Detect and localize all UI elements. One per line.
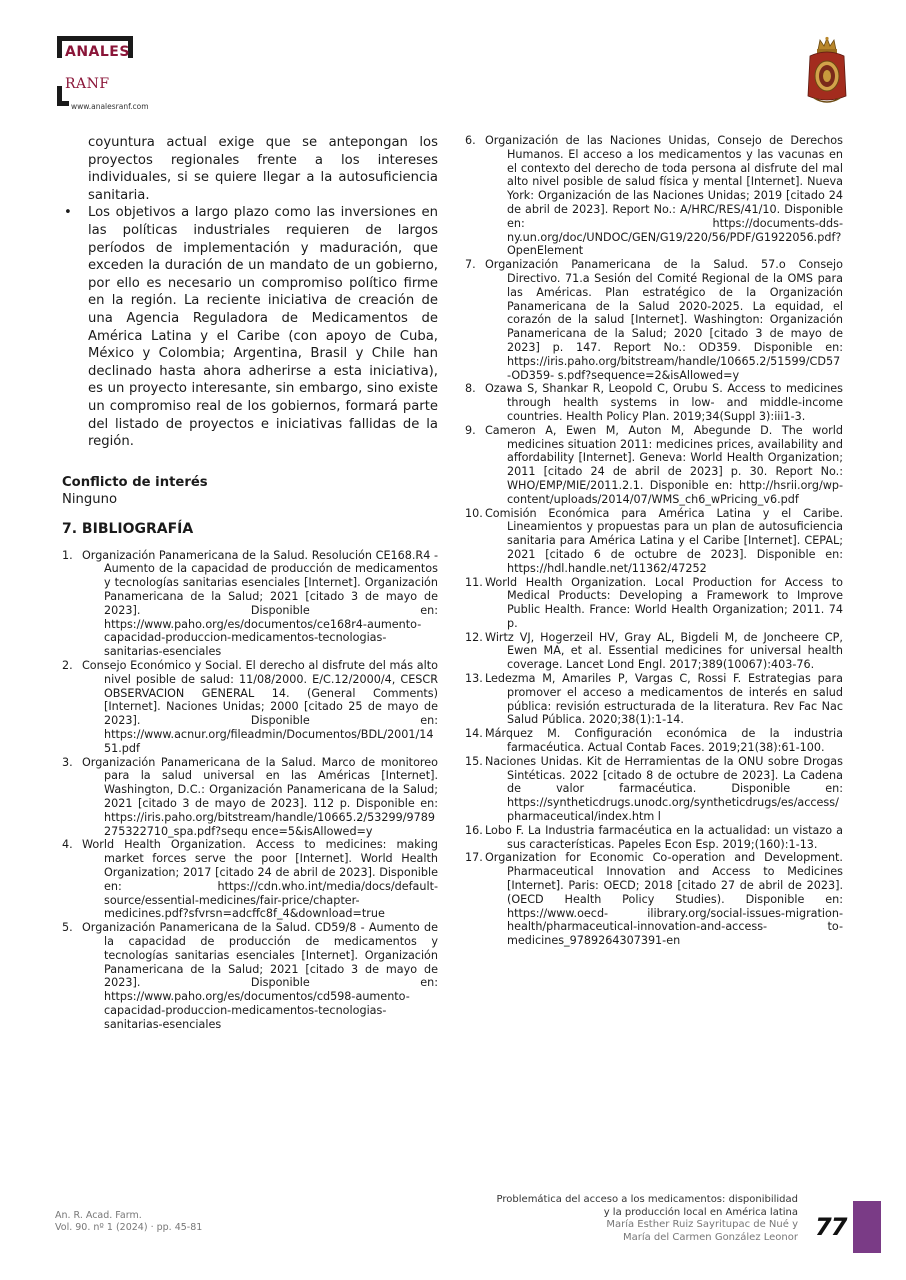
reference-item: 3. Organización Panamericana de la Salud. Marco de monitoreo para la salud universal en las Américas [Internet]. Washington, D.C.: Organización Panamericana de la Salud; 2021 [citado 3 de mayo de 2023]. 112 p. Disponible en: https://iris.paho.org/bitstream/handle/10665.2/53299/9789275322710_spa.pdf?sequ ence=5&isAllowed=y: [62, 755, 438, 838]
journal-logo: [57, 36, 177, 118]
reference-item: 8. Ozawa S, Shankar R, Leopold C, Orubu S. Access to medicines through health systems in low- and middle-income countries. Health Policy Plan. 2019;34(Suppl 3):iii1-3.: [465, 382, 843, 423]
bibliography-heading: 7. BIBLIOGRAFÍA: [62, 520, 194, 537]
page-number: 77: [815, 1213, 847, 1241]
reference-item: 4. World Health Organization. Access to medicines: making market forces serve the poor [Internet]. World Health Organization; 2017 [citado 24 de abril de 2023]. Disponible en: https://cdn.who.int/media/docs/default-source/essential-medicines/fair-price/chapter-medicines.pdf?sfvrsn=adcffc8f_4&download=true: [62, 838, 438, 921]
reference-item: 2. Consejo Económico y Social. El derecho al disfrute del más alto nivel posible de salud: 11/08/2000. E/C.12/2000/4, CESCR OBSERVACION GENERAL 14. (General Comments) [Internet]. Naciones Unidas; 2000 [citado 25 de mayo de 2023]. Disponible en: https://www.acnur.org/fileadmin/Documentos/BDL/2001/1451.pdf: [62, 659, 438, 755]
reference-item: 5. Organización Panamericana de la Salud. CD59/8 - Aumento de la capacidad de producción de medicamentos y tecnologías sanitarias esenciales [Internet]. Organización Panamericana de la Salud; 2021 [citado 3 de mayo de 2023]. Disponible en: https://www.paho.org/es/documentos/cd598-aumento-capacidad-produccion-medicamentos-tecnologias-sanitarias-esenciales: [62, 921, 438, 1031]
reference-item: 6. Organización de las Naciones Unidas, Consejo de Derechos Humanos. El acceso a los medicamentos y las vacunas en el contexto del derecho de toda persona al disfrute del mal alto nivel posible de salud física y mental [Internet]. Nueva York: Organización de las Naciones Unidas; 2019 [citado 24 de abril de 2023]. Report No.: A/HRC/RES/41/10. Disponible en: https://documents-dds-ny.un.org/doc/UNDOC/GEN/G19/220/56/PDF/G1922056.pdf?OpenElement: [465, 134, 843, 258]
bullet-dot: •: [64, 205, 72, 221]
logo-ranf-text: RANF: [65, 76, 110, 92]
conflict-text: Ninguno: [62, 491, 118, 507]
reference-item: 7. Organización Panamericana de la Salud. 57.o Consejo Directivo. 71.a Sesión del Comité Regional de la OMS para las Américas. Plan estratégico de la Organización Panamericana de la Salud 2020-2025. La equidad, el corazón de la salud [Internet]. Washington: Organización Panamericana de la Salud; 2020 [citado 3 de mayo de 2023] p. 147. Report No.: OD359. Disponible en: https://iris.paho.org/bitstream/handle/10665.2/51599/CD57-OD359- s.pdf?sequence=2&isAllowed=y: [465, 258, 843, 382]
journal-volume: Vol. 90. nº 1 (2024) · pp. 45-81: [55, 1222, 203, 1233]
running-title-line2: y la producción local en América latina: [603, 1206, 798, 1218]
reference-item: 15. Naciones Unidas. Kit de Herramientas de la ONU sobre Drogas Sintéticas. 2022 [citado 8 de octubre de 2023]. La Cadena de valor farmacéutica. Disponible en: https://syntheticdrugs.unodc.org/syntheticdrugs/es/access/pharmaceutical/index.htm l: [465, 754, 843, 824]
reference-item: 13. Ledezma M, Amariles P, Vargas C, Rossi F. Estrategias para promover el acceso a medicamentos de interés en salud pública: revisión estructurada de la literatura. Rev Fac Nac Salud Pública. 2020;38(1):1-14.: [465, 672, 843, 727]
running-title: [458, 1194, 798, 1244]
academy-crest-icon: [804, 36, 850, 106]
reference-item: 12. Wirtz VJ, Hogerzeil HV, Gray AL, Bigdeli M, de Joncheere CP, Ewen MA, et al. Essential medicines for universal health coverage. Lancet Lond Engl. 2017;389(10067):403-76.: [465, 630, 843, 672]
bullet-item: [62, 204, 438, 450]
bullet-text: Los objetivos a largo plazo como las inversiones en las políticas industriales requieren de largos períodos de implementación y maduración, que exceden la duración de un mandato de un gobierno, por ello es necesario un compromiso político firme en la región. La reciente iniciativa de creación de una Agencia Reguladora de Medicamentos de América Latina y el Caribe (con apoyo de Cuba, México y Colombia; Argentina, Brasil y Chile han declinado hasta ahora adherirse a esta iniciativa), es un proyecto interesante, sin embargo, sino existe un compromiso real de los gobiernos, formará parte del listado de proyectos e iniciativas fallidas de la región.: [88, 205, 438, 450]
authors-line2: María del Carmen González Leonor: [622, 1231, 798, 1243]
conflict-heading: Conflicto de interés: [62, 474, 208, 490]
journal-citation: [55, 1210, 202, 1234]
logo-anales-text: ANALES: [65, 44, 130, 60]
page-tab: [853, 1201, 881, 1253]
reference-item: 9. Cameron A, Ewen M, Auton M, Abegunde D. The world medicines situation 2011: medicines prices, availability and affordability [Internet]. Geneva: World Health Organization; 2011 [citado 24 de abril de 2023] p. 30. Report No.: WHO/EMP/MIE/2011.2.1. Disponible en: http://hsrii.org/wp-content/uploads/2014/07/WMS_ch6_wPricing_v6.pdf: [465, 423, 843, 506]
logo-bracket-bottom: [57, 86, 69, 106]
reference-item: 17. Organization for Economic Co-operation and Development. Pharmaceutical Innovation and Access to Medicines [Internet]. Paris: OECD; 2018 [citado 27 de abril de 2023]. (OECD Health Policy Studies). Disponible en: https://www.oecd- ilibrary.org/social-issues-migration-health/pharmaceutical-innovation-and-access- to-medicines_9789264307391-en: [465, 851, 843, 948]
logo-url: www.analesranf.com: [71, 102, 149, 111]
running-title-line1: Problemática del acceso a los medicamentos: disponibilidad: [496, 1194, 798, 1205]
reference-item: 11. World Health Organization. Local Production for Access to Medical Products: Developing a Framework to Improve Public Health. France: World Health Organization; 2011. 74 p.: [465, 575, 843, 630]
left-column: [62, 134, 438, 1032]
reference-list-left: [62, 549, 438, 1032]
reference-item: 16. Lobo F. La Industria farmacéutica en la actualidad: un vistazo a sus características. Papeles Econ Esp. 2019;(160):1-13.: [465, 823, 843, 851]
bullet-list: [62, 134, 438, 451]
bullet-item-continuation: [62, 134, 438, 204]
authors-line1: María Esther Ruiz Sayritupac de Nué y: [606, 1219, 798, 1230]
right-column: [465, 134, 843, 948]
journal-name: An. R. Acad. Farm.: [55, 1210, 142, 1221]
reference-list-right: [465, 134, 843, 948]
reference-item: 1. Organización Panamericana de la Salud. Resolución CE168.R4 - Aumento de la capacidad de producción de medicamentos y tecnologías sanitarias esenciales [Internet]. Organización Panamericana de la Salud; 2021 [citado 3 de mayo de 2023]. Disponible en: https://www.paho.org/es/documentos/ce168r4-aumento-capacidad-produccion-medicamentos-tecnologias-sanitarias-esenciales: [62, 548, 438, 659]
reference-item: 14. Márquez M. Configuración económica de la industria farmacéutica. Actual Contab Faces. 2019;21(38):61-100.: [465, 727, 843, 755]
reference-item: 10. Comisión Económica para América Latina y el Caribe. Lineamientos y propuestas para un plan de autosuficiencia sanitaria para América Latina y el Caribe [Internet]. CEPAL; 2021 [citado 6 de octubre de 2023]. Disponible en: https://hdl.handle.net/11362/47252: [465, 506, 843, 575]
bullet-text: coyuntura actual exige que se antepongan los proyectos regionales frente a los intereses individuales, si se quiere llegar a la autosuficiencia sanitaria.: [88, 135, 438, 203]
